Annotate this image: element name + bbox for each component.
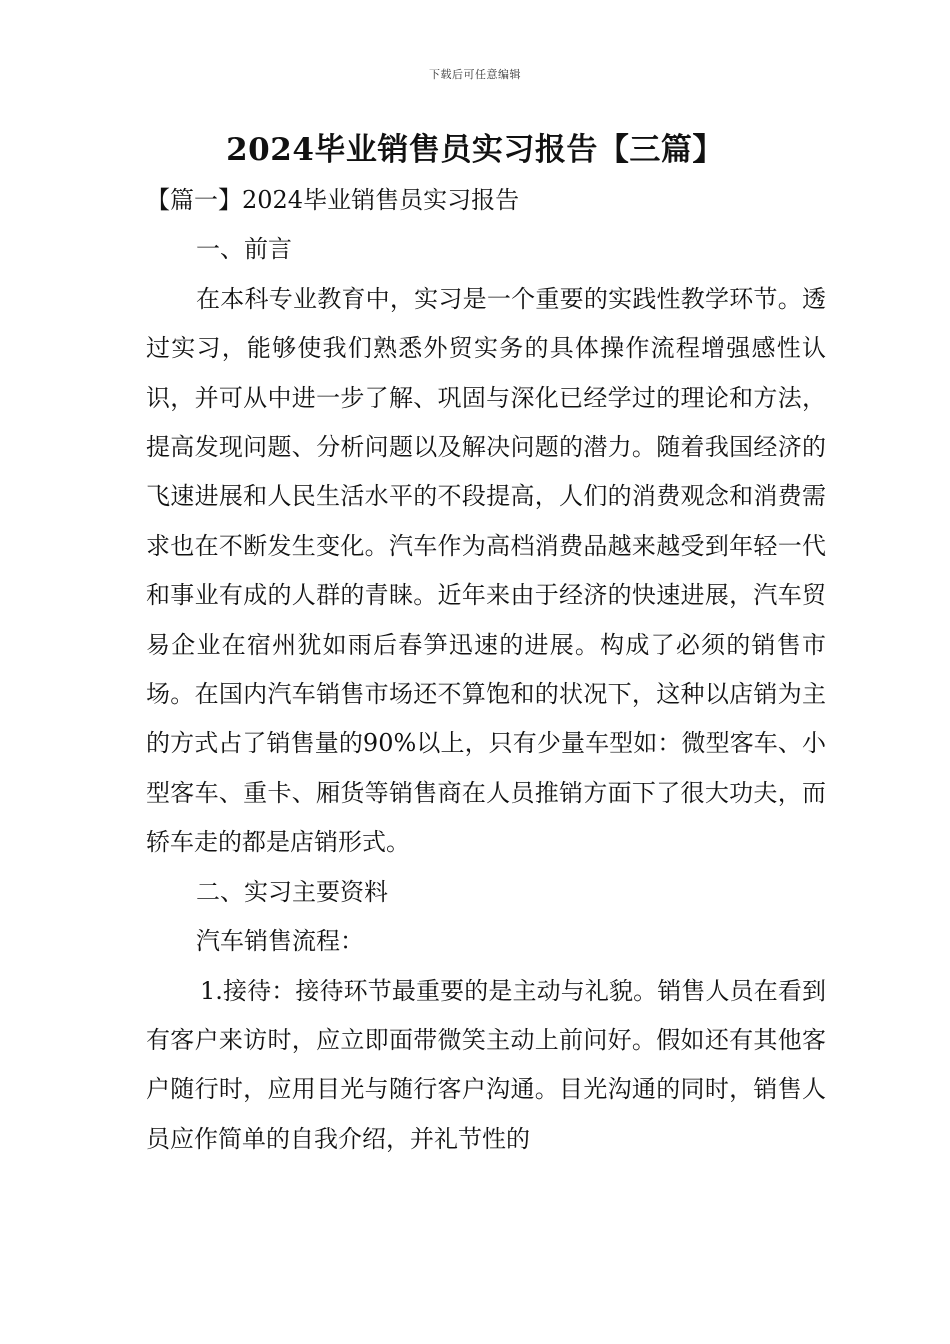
preface-paragraph: 在本科专业教育中，实习是一个重要的实践性教学环节。透过实习，能够使我们熟悉外贸实务的具体操作流程增强感性认识，并可从中进一步了解、巩固与深化已经学过的理论和方法，提高发现问题、分析问题以及解决问题的潜力。随着我国经济的飞速进展和人民生活水平的不段提高，人们的消费观念和消费需求也在不断发生变化。汽车作为高档消费品越来越受到年轻一代和事业有成的人群的青睐。近年来由于经济的快速进展，汽车贸易企业在宿州犹如雨后春笋迅速的进展。构成了必须的销售市场。在国内汽车销售市场还不算饱和的状况下，这种以店销为主的方式占了销售量的90%以上，只有少量车型如：微型客车、小型客车、重卡、厢货等销售商在人员推销方面下了很大功夫，而轿车走的都是店销形式。 bbox=[146, 284, 826, 857]
page-header-note: 下载后可任意编辑 bbox=[429, 68, 521, 81]
sales-process-heading: 汽车销售流程： bbox=[196, 927, 364, 956]
section-heading-preface: 一、前言 bbox=[196, 235, 292, 264]
section-heading-internship-content: 二、实习主要资料 bbox=[196, 877, 388, 906]
document-body bbox=[146, 176, 826, 1164]
step-reception-paragraph: 1.接待：接待环节最重要的是主动与礼貌。销售人员在看到有客户来访时，应立即面带微笑主动上前问好。假如还有其他客户随行时，应用目光与随行客户沟通。目光沟通的同时，销售人员应作简单的自我介绍，并礼节性的 bbox=[146, 976, 826, 1153]
part-heading: 【篇一】2024毕业销售员实习报告 bbox=[146, 186, 520, 214]
document-title: 2024毕业销售员实习报告【三篇】 bbox=[226, 132, 724, 168]
